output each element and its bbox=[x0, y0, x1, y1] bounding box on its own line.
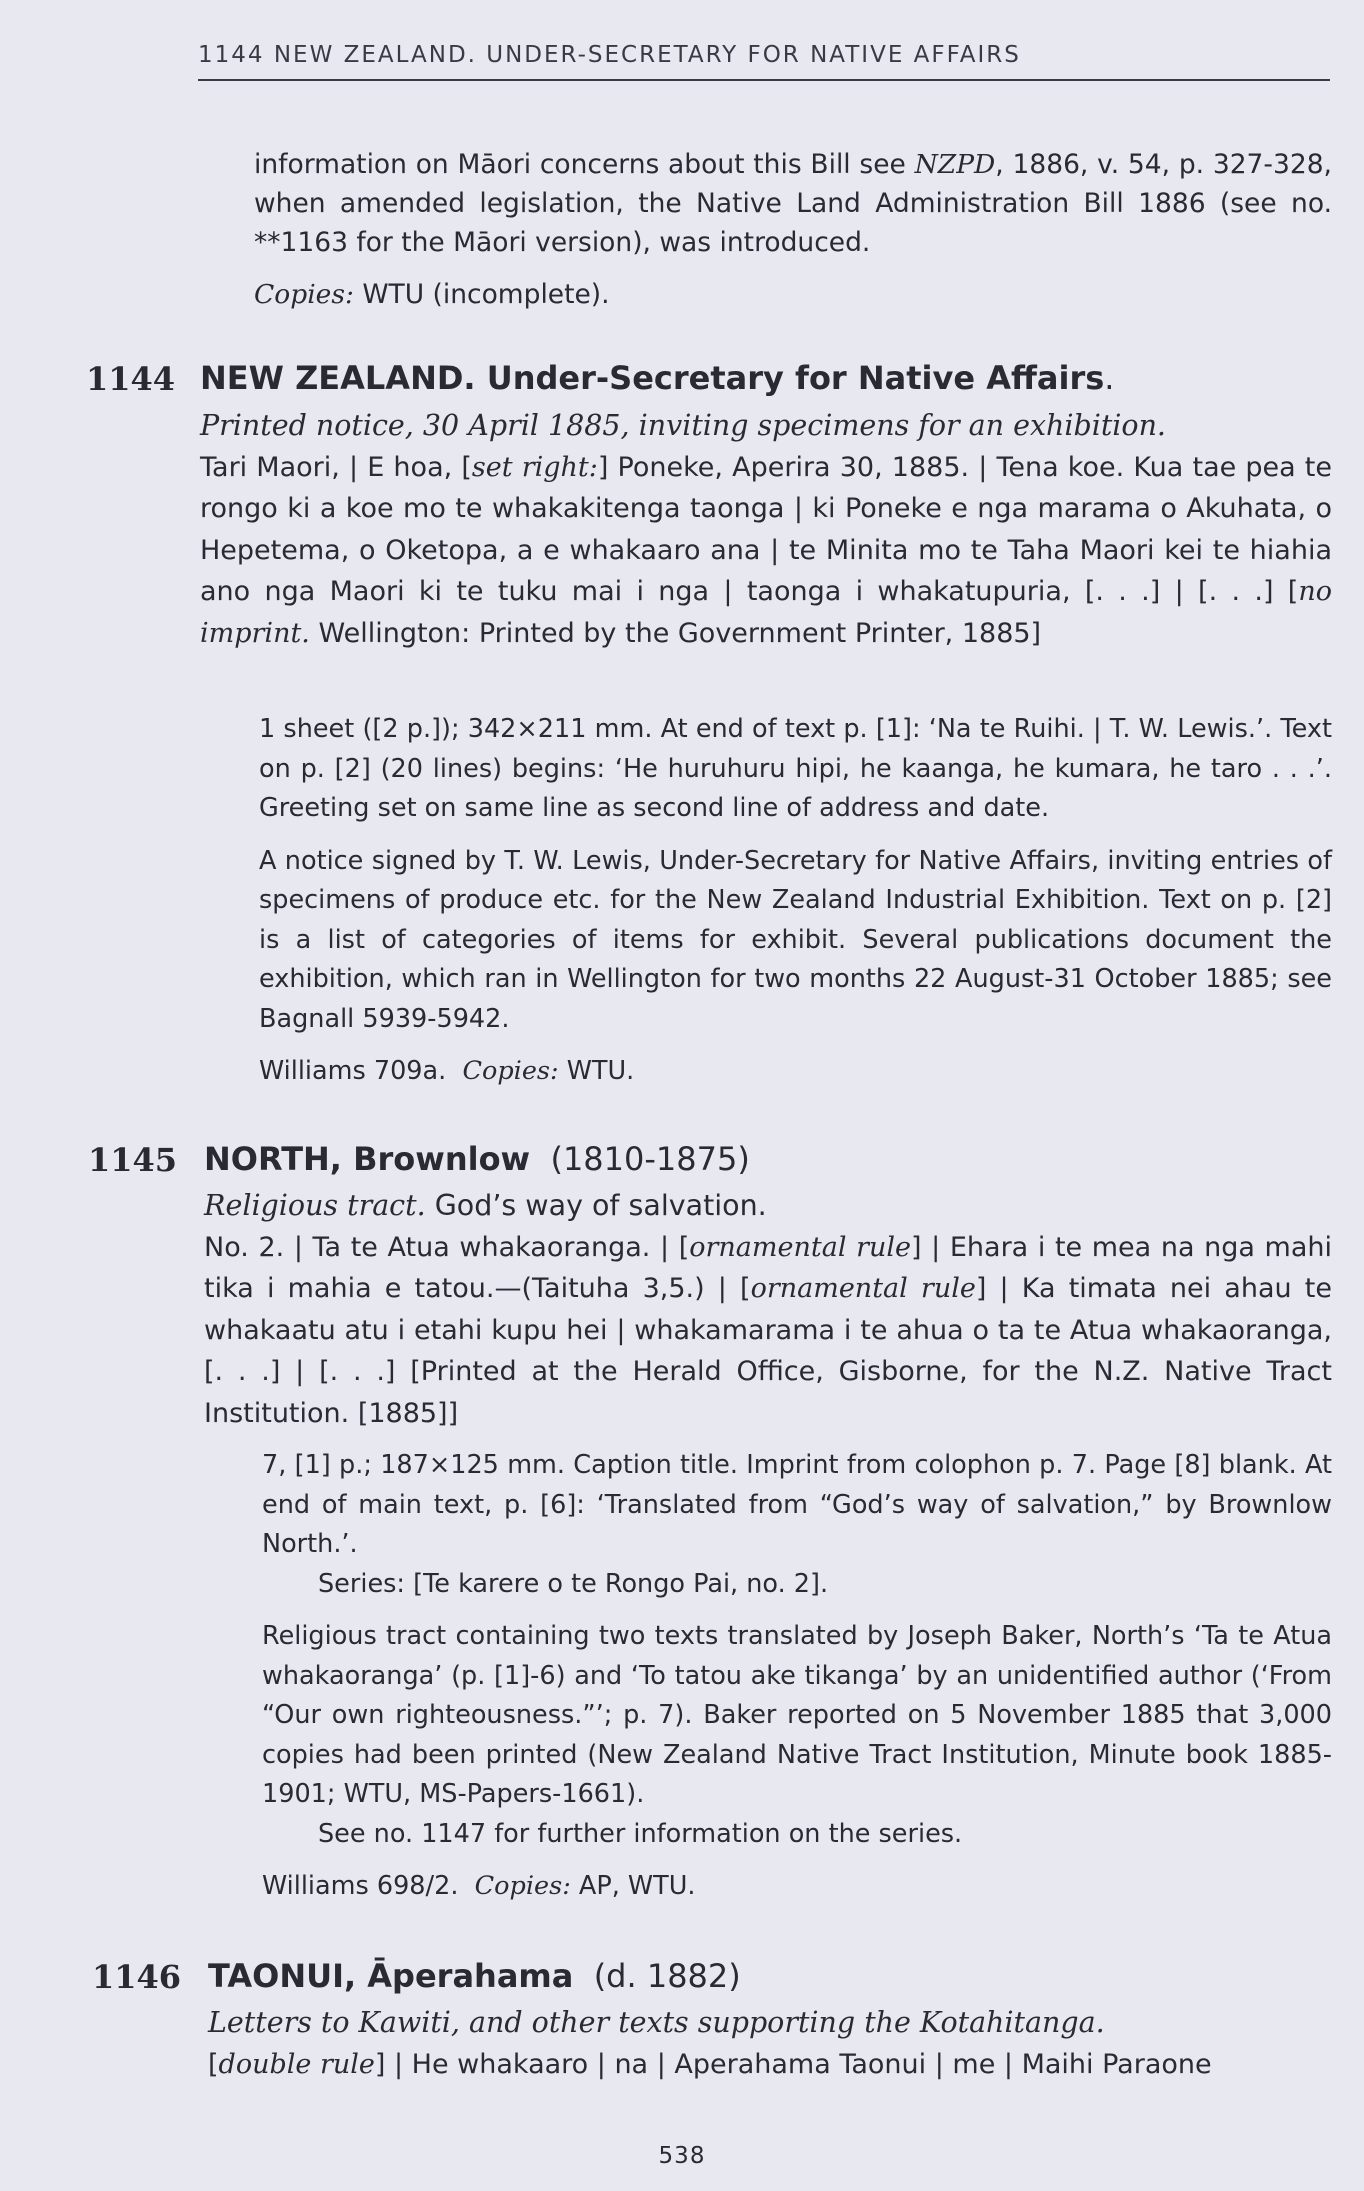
text-segment: , 1886, v. 54, p. 327-328, when amended legislation, the Native Land Administration Bill 1886 (see no. **1163 for the Māori version), was introduced. bbox=[254, 149, 1332, 258]
title-transcription bbox=[208, 2044, 1332, 2086]
italic-segment: set right: bbox=[471, 451, 598, 483]
references-and-copies: Williams 709a. Copies: WTU. bbox=[259, 1056, 635, 1086]
italic-segment: ornamental rule bbox=[750, 1273, 976, 1304]
text-segment: [ bbox=[208, 2048, 219, 2080]
entry-heading: TAONUI, Āperahama (d. 1882) bbox=[208, 1957, 741, 1995]
running-head: 1144 NEW ZEALAND. UNDER-SECRETARY FOR NATIVE AFFAIRS bbox=[198, 42, 1021, 68]
physical-description: 7, [1] p.; 187×125 mm. Caption title. Imprint from colophon p. 7. Page [8] blank. At end of main text, p. [6]: ‘Translated from “God’s way of salvation,” by Brownlow North.’. bbox=[262, 1450, 1332, 1559]
entry-heading: NORTH, Brownlow (1810-1875) bbox=[204, 1140, 750, 1178]
entry-1145-body bbox=[204, 1185, 1332, 1434]
continued-note bbox=[254, 145, 1332, 262]
title-transcription bbox=[204, 1227, 1332, 1435]
entry-title: Religious tract. God’s way of salvation. bbox=[204, 1189, 767, 1222]
header-rule bbox=[198, 79, 1330, 81]
text-segment: information on Māori concerns about this Bill see bbox=[254, 149, 915, 180]
text-segment: ] | Ehara i te mea na nga mahi tika i mahia e tatou.—(Taituha 3,5.) | [ bbox=[204, 1231, 1332, 1304]
entry-1146-body bbox=[208, 2002, 1332, 2085]
entry-1144-notes bbox=[259, 710, 1332, 1092]
entry-number: 1145 bbox=[88, 1141, 178, 1179]
entry-1144-body bbox=[200, 405, 1332, 654]
page-number: 538 bbox=[658, 2143, 706, 2169]
italic-segment: ornamental rule bbox=[689, 1231, 911, 1263]
cross-reference: See no. 1147 for further information on the series. bbox=[318, 1818, 963, 1849]
title-transcription bbox=[200, 447, 1332, 655]
descriptive-note: Religious tract containing two texts translated by Joseph Baker, North’s ‘Ta te Atua whakaoranga’ (p. [1]-6) and ‘To tatou ake tikanga’ by an unidentified author (‘From “Our own righteousness.”’; p. 7). Baker reported on 5 November 1885 that 3,000 copies had been printed (New Zealand Native Tract Institution, Minute book 1885-1901; WTU, MS-Papers-1661). bbox=[262, 1621, 1332, 1809]
references-and-copies: Williams 698/2. Copies: AP, WTU. bbox=[262, 1871, 696, 1901]
text-segment: ] | He whakaaro | na | Aperahama Taonui | me | Maihi Paraone bbox=[374, 2048, 1212, 2080]
entry-heading: NEW ZEALAND. Under-Secretary for Native Affairs. bbox=[200, 359, 1115, 397]
text-segment: Tari Maori, | E hoa, [ bbox=[200, 451, 472, 483]
descriptive-note: A notice signed by T. W. Lewis, Under-Secretary for Native Affairs, inviting entries of specimens of produce etc. for the New Zealand Industrial Exhibition. Text on p. [2] is a list of categories of items for exhibit. Several publications document the exhibition, which ran in Wellington for two months 22 August-31 October 1885; see Bagnall 5939-5942. bbox=[259, 845, 1332, 1034]
entry-title: Letters to Kawiti, and other texts supporting the Kotahitanga. bbox=[208, 2006, 1105, 2039]
text-segment: ] | Ka timata nei ahau te whakaatu atu i etahi kupu hei | whakamarama i te ahua o ta te Atua whakaoranga, [. . .] | [. . .] [Printed at the Herald Office, Gisborne, for the N.Z. Native Tract Institution. [1885]] bbox=[204, 1273, 1332, 1429]
italic-segment: double rule bbox=[218, 2048, 375, 2080]
continued-copies: Copies: WTU (incomplete). bbox=[254, 279, 610, 310]
entry-title: Printed notice, 30 April 1885, inviting specimens for an exhibition. bbox=[200, 409, 1166, 442]
entry-number: 1146 bbox=[92, 1958, 182, 1996]
entry-number: 1144 bbox=[86, 360, 176, 398]
text-segment: No. 2. | Ta te Atua whakaoranga. | [ bbox=[204, 1231, 690, 1263]
italic-segment: no imprint. bbox=[200, 576, 1332, 649]
continued-entry bbox=[254, 145, 1332, 315]
physical-description: 1 sheet ([2 p.]); 342×211 mm. At end of text p. [1]: ‘Na te Ruihi. | T. W. Lewis.’. Text on p. [2] (20 lines) begins: ‘He huruhuru hipi, he kaanga, he kumara, he taro . . .’. Greeting set on same line as second line of address and date. bbox=[259, 714, 1332, 823]
italic-segment: NZPD bbox=[914, 149, 996, 180]
entry-1145-notes bbox=[262, 1446, 1332, 1907]
text-segment: ] Poneke, Aperira 30, 1885. | Tena koe. Kua tae pea te rongo ki a koe mo te whakakitenga taonga | ki Poneke e nga marama o Akuhata, o Hepetema, o Oketopa, a e whakaaro ana | te Minita mo te Taha Maori kei te hiahia ano nga Maori ki te tuku mai i nga | taonga i whakatupuria, [. . .] | [. . .] [ bbox=[200, 451, 1332, 607]
text-segment: Wellington: Printed by the Government Printer, 1885] bbox=[309, 617, 1042, 649]
series-note: Series: [Te karere o te Rongo Pai, no. 2]. bbox=[318, 1568, 829, 1599]
